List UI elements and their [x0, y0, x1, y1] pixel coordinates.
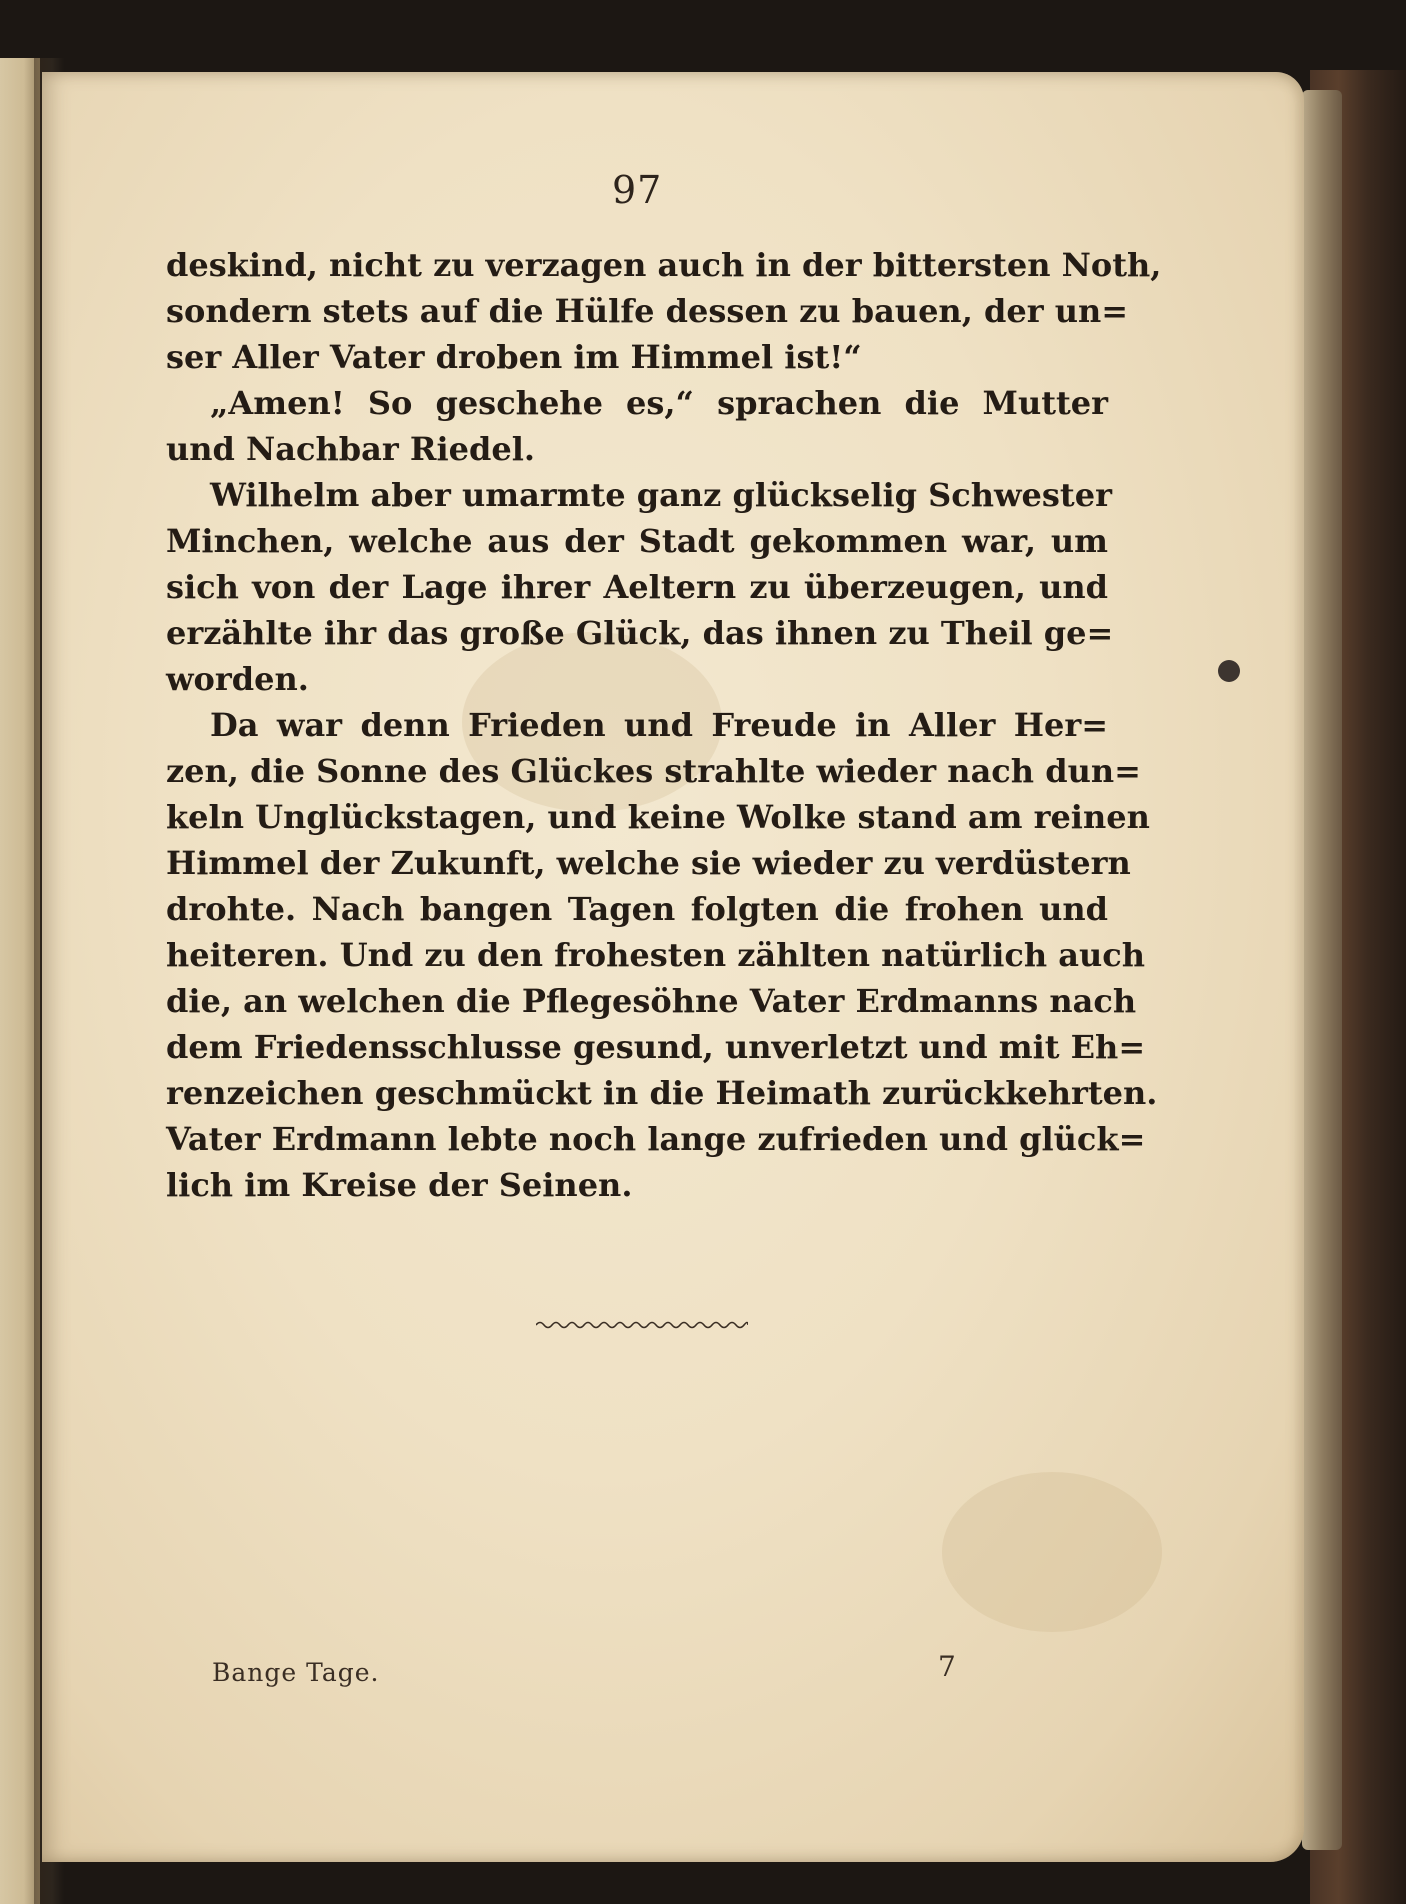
- text-line: zen, die Sonne des Glückes strahlte wieder nach dun=: [166, 752, 1141, 790]
- signature-number: 7: [938, 1650, 956, 1683]
- text-line: renzeichen geschmückt in die Heimath zurückkehrten.: [166, 1074, 1158, 1112]
- text-line: und Nachbar Riedel.: [166, 430, 536, 468]
- paper-stain: [942, 1472, 1162, 1632]
- text-line: Wilhelm aber umarmte ganz glückselig Schwester: [210, 476, 1112, 514]
- text-line: Himmel der Zukunft, welche sie wieder zu verdüstern: [166, 844, 1131, 882]
- text-line: worden.: [166, 660, 309, 698]
- text-line: deskind, nicht zu verzagen auch in der bittersten Noth,: [166, 246, 1162, 284]
- text-line: drohte. Nach bangen Tagen folgten die frohen und: [166, 890, 1108, 928]
- text-line: heiteren. Und zu den frohesten zählten natürlich auch: [166, 936, 1145, 974]
- text-line: Minchen, welche aus der Stadt gekommen war, um: [166, 522, 1108, 560]
- text-line: „Amen! So geschehe es,“ sprachen die Mutter: [210, 384, 1108, 422]
- ink-spot: [1218, 660, 1240, 682]
- text-line: sondern stets auf die Hülfe dessen zu bauen, der un=: [166, 292, 1129, 330]
- page-body-text: [166, 242, 1162, 1208]
- board-edge: [1302, 90, 1342, 1850]
- signature-mark: Bange Tage.: [212, 1658, 380, 1687]
- wavy-ornament: [536, 1318, 748, 1332]
- text-line: erzählte ihr das große Glück, das ihnen zu Theil ge=: [166, 614, 1114, 652]
- text-line: dem Friedensschlusse gesund, unverletzt und mit Eh=: [166, 1028, 1146, 1066]
- text-line: sich von der Lage ihrer Aeltern zu überzeugen, und: [166, 568, 1108, 606]
- text-line: Vater Erdmann lebte noch lange zufrieden und glück=: [166, 1120, 1146, 1158]
- text-line: Da war denn Frieden und Freude in Aller Her=: [210, 706, 1108, 744]
- text-line: ser Aller Vater droben im Himmel ist!“: [166, 338, 862, 376]
- text-line: die, an welchen die Pflegesöhne Vater Erdmanns nach: [166, 982, 1137, 1020]
- page-number: 97: [612, 168, 663, 212]
- text-line: keln Unglückstagen, und keine Wolke stand am reinen: [166, 798, 1150, 836]
- text-line: lich im Kreise der Seinen.: [166, 1166, 633, 1204]
